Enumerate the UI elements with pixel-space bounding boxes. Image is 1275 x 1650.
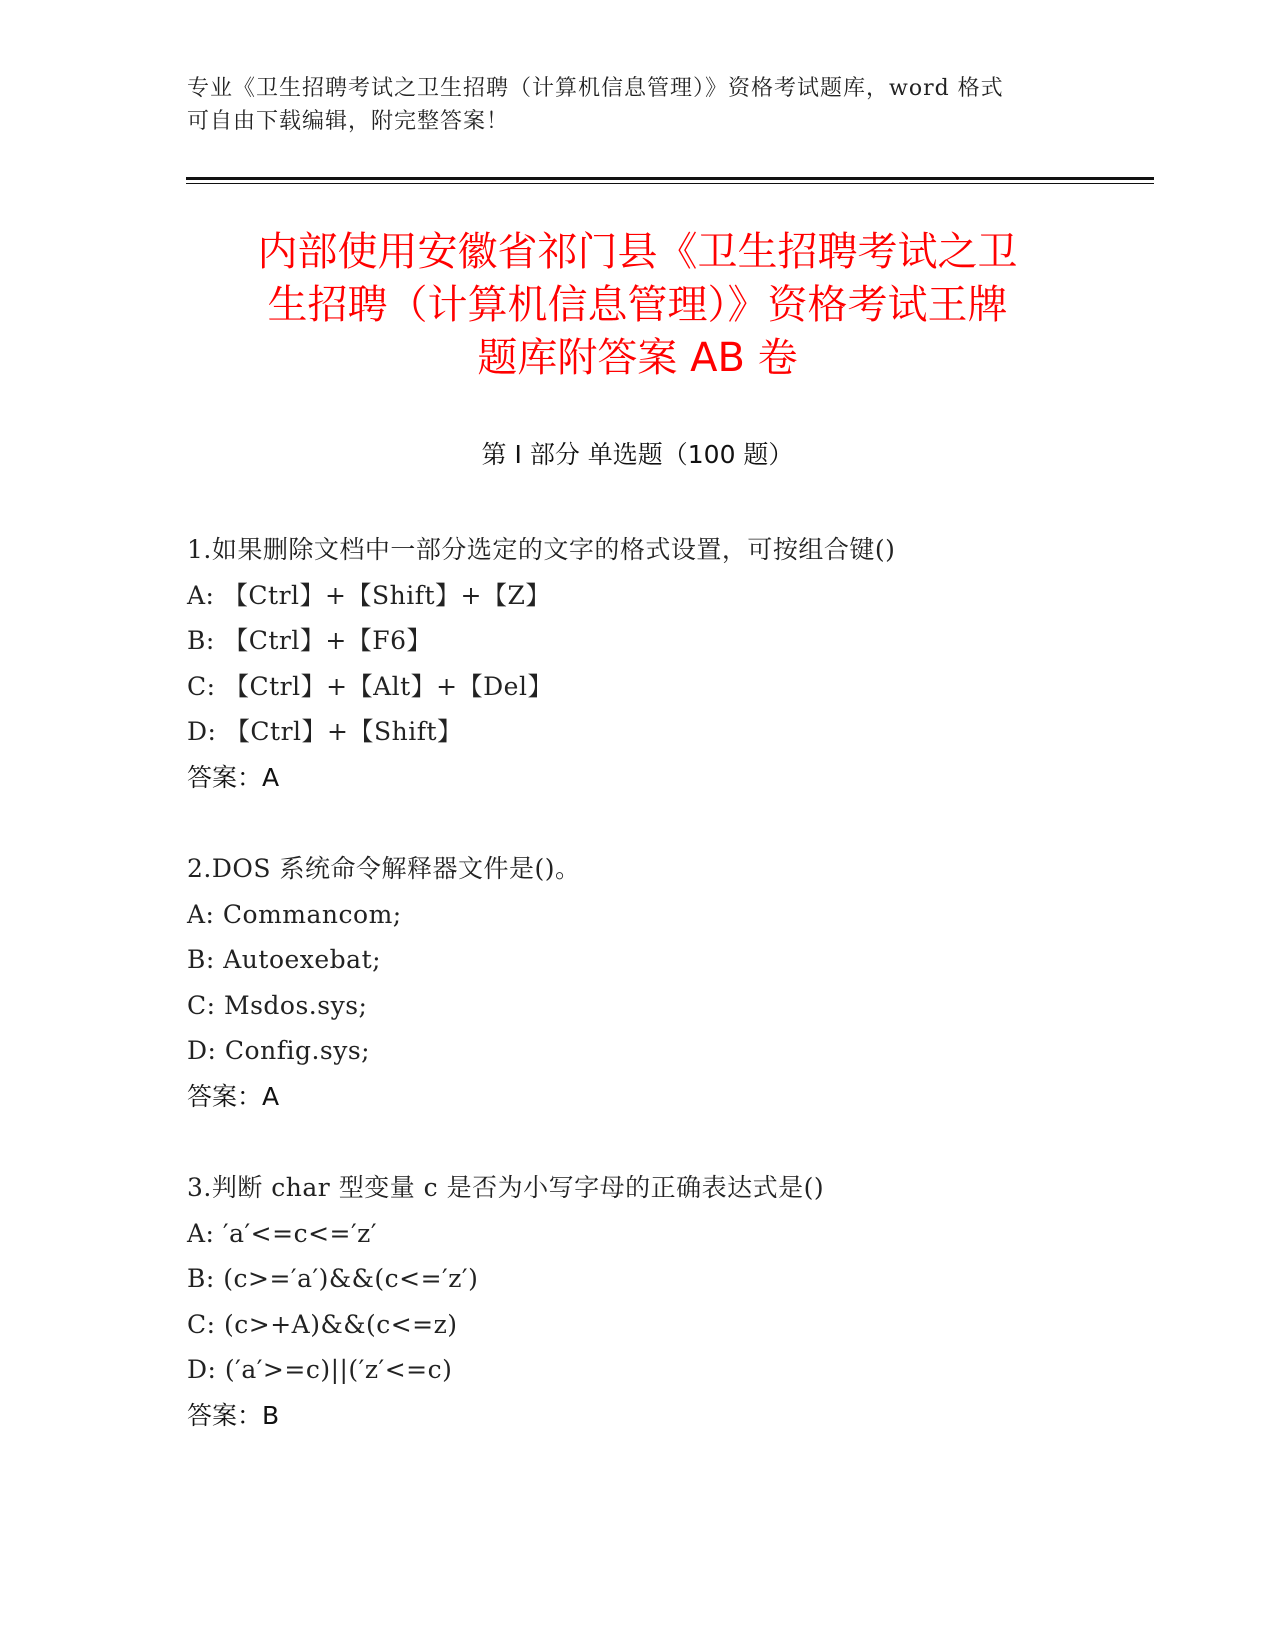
option-b: B: 【Ctrl】+【F6】 [187,626,433,655]
question-stem: 3.判断 char 型变量 c 是否为小写字母的正确表达式是() [187,1173,825,1202]
header-note-line-1: 专业《卫生招聘考试之卫生招聘（计算机信息管理）》资格考试题库，word 格式 [187,76,1004,101]
header-divider-thin [186,183,1154,184]
answer-line: 答案：B [187,1400,280,1430]
question-stem: 1.如果删除文档中一部分选定的文字的格式设置，可按组合键() [187,535,896,564]
option-a: A: 【Ctrl】+【Shift】+【Z】 [187,580,551,610]
header-note-line-2: 可自由下载编辑，附完整答案！ [187,109,510,134]
option-c: C: (c>+A)&&(c<=z) [187,1309,458,1339]
option-d: D: 【Ctrl】+【Shift】 [187,717,463,746]
option-d: D: (′a′>=c)||(′z′<=c) [187,1355,453,1384]
question-2 [187,846,1147,1119]
option-a: A: Commancom; [187,899,402,929]
question-stem: 2.DOS 系统命令解释器文件是()。 [187,854,581,883]
option-c: C: Msdos.sys; [187,990,368,1020]
option-b: B: (c>=′a′)&&(c<=′z′) [187,1264,479,1293]
answer-line: 答案：A [187,762,280,792]
question-1 [187,527,1147,800]
document-title [150,226,1125,385]
option-b: B: Autoexebat; [187,945,382,974]
document-title-line-2: 生招聘（计算机信息管理）》资格考试王牌 [267,282,1008,328]
document-title-line-1: 内部使用安徽省祁门县《卫生招聘考试之卫 [257,229,1018,275]
header-divider-thick [186,177,1154,180]
section-title: 第 I 部分 单选题（100 题） [481,440,794,469]
document-title-line-3: 题库附答案 AB 卷 [477,335,798,381]
option-a: A: ′a′<=c<=′z′ [187,1218,377,1248]
header-note [187,72,1067,138]
answer-line: 答案：A [187,1081,280,1111]
option-c: C: 【Ctrl】+【Alt】+【Del】 [187,671,553,701]
option-d: D: Config.sys; [187,1036,371,1065]
question-3 [187,1165,1147,1438]
